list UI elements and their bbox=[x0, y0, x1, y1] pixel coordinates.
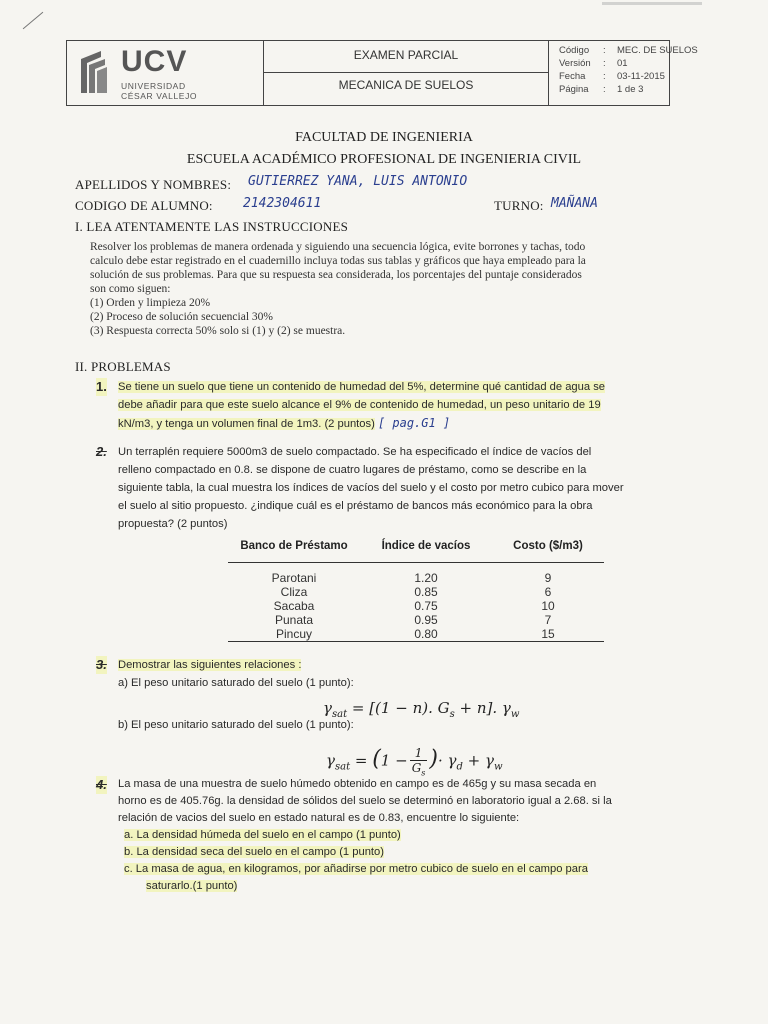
instructions-body: Resolver los problemas de manera ordenada y siguiendo una secuencia lógica, evite borrones y tachas, todo calculo debe estar registrado en el cuadernillo incluya todas sus tablas y gráficos que haya empleado para la solución de sus problemas. Para que su respuesta sea considerada, los porcentajes del puntaje considerados son como siguen: (1) Orden y limpieza 20% (2) Proceso de solución secuencial 30% (3) Respuesta correcta 50% solo si (1) y (2) se muestra. bbox=[90, 241, 586, 337]
logo-subtitle-1: UNIVERSIDAD bbox=[121, 81, 186, 91]
problem-3-b: b) El peso unitario saturado del suelo (1 punto): bbox=[118, 719, 354, 731]
instructions-heading: I. LEA ATENTAMENTE LAS INSTRUCCIONES bbox=[75, 219, 349, 234]
table-row: Cliza 0.85 6 bbox=[280, 584, 552, 599]
problem-2: 2. Un terraplén requiere 5000m3 de suelo compactado. Se ha especificado el índice de vacíos del relleno compactado en 0.8. se dispone de cuatro lugares de préstamo, como se describe en la siguiente tabla, la cual muestra los índices de vacíos del suelo y el costo por metro cubico para mover el suelo al sitio propuesto. ¿indique cuál es el préstamo de bancos más económico para la obra propuesta? (2 puntos) bbox=[96, 444, 624, 530]
meta-date: Fecha : 03-11-2015 bbox=[559, 71, 665, 82]
name-value: GUTIERREZ YANA, LUIS ANTONIO bbox=[248, 174, 468, 189]
problem-1: 1. Se tiene un suelo que tiene un contenido de humedad del 5%, determine qué cantidad de agua se debe añadir para que este suelo alcance el 9% de contenido de humedad, un peso unitario de 19 kN/m3, y tenga un volumen final de 1m3. (2 puntos) [ pag.G1 ] bbox=[96, 379, 606, 430]
logo-cell bbox=[67, 41, 264, 105]
problems-heading: II. PROBLEMAS bbox=[75, 359, 171, 374]
problem-3: 3. Demostrar las siguientes relaciones : a) El peso unitario saturado del suelo (1 punto): bbox=[96, 657, 354, 689]
table-header-row: Banco de Préstamo Índice de vacíos Costo ($/m3) bbox=[228, 538, 604, 563]
table-row: Punata 0.95 7 bbox=[274, 612, 552, 627]
bank-table bbox=[228, 538, 604, 642]
problem-3-number: 3. bbox=[96, 657, 107, 672]
faculty-title: FACULTAD DE INGENIERIA bbox=[295, 130, 473, 145]
exam-title: EXAMEN PARCIAL bbox=[353, 48, 459, 62]
scan-mark bbox=[23, 12, 44, 29]
code-value: 2142304611 bbox=[243, 196, 322, 211]
problem-4-number: 4. bbox=[96, 777, 107, 792]
table-row: Sacaba 0.75 10 bbox=[273, 598, 555, 613]
problem-1-number: 1. bbox=[96, 379, 107, 394]
name-label: APELLIDOS Y NOMBRES: bbox=[75, 177, 232, 192]
scan-mark-top bbox=[602, 2, 702, 5]
page-note: [ pag.G1 ] bbox=[377, 416, 451, 430]
bank-table-wrap bbox=[228, 538, 604, 642]
shift-label: TURNO: bbox=[494, 198, 544, 213]
ucv-logo-icon bbox=[79, 49, 109, 95]
meta-cell bbox=[549, 41, 698, 105]
formula-a: $\gamma_{sat} = [(1 - n)$. $G_s + n$]. $\gamma_w$ bbox=[323, 699, 520, 720]
logo-subtitle-2: CÉSAR VALLEJO bbox=[121, 91, 198, 101]
logo-text: UCV bbox=[121, 45, 188, 78]
course-title: MECANICA DE SUELOS bbox=[338, 78, 474, 92]
school-title: ESCUELA ACADÉMICO PROFESIONAL DE INGENIERIA CIVIL bbox=[186, 152, 582, 167]
meta-page: Página : 1 de 3 bbox=[559, 84, 644, 95]
table-row: Pincuy 0.80 15 bbox=[228, 627, 604, 642]
meta-code: Código : MEC. DE SUELOS bbox=[559, 45, 698, 56]
problem-4: 4. La masa de una muestra de suelo húmedo obtenido en campo es de 465g y su masa secada en horno es de 405.76g. la densidad de sólidos del suelo se determinó en laboratorio igual a 2.68. si la relación de vacios del suelo en estado natural es de 0.83, encuentre lo siguiente: a. La densidad húmeda del suelo en el campo (1 punto) b. La densidad seca del suelo en el campo (1 punto) c. La masa de agua, en kilogramos, por añadirse por metro cubico de suelo en el campo para saturarlo.(1 punto) bbox=[96, 777, 612, 892]
code-label: CODIGO DE ALUMNO: bbox=[75, 198, 213, 213]
shift-value: MAÑANA bbox=[551, 196, 598, 211]
meta-version: Versión : 01 bbox=[559, 58, 628, 69]
header-box bbox=[66, 40, 698, 106]
table-row: Parotani 1.20 9 bbox=[271, 570, 552, 585]
title-cell bbox=[264, 41, 549, 105]
formula-b: $\gamma_{sat} = (1$ − $\frac{1}{G_s}$ )· $\gamma_d + \gamma_w$ bbox=[326, 746, 503, 778]
problem-2-number: 2. bbox=[96, 444, 107, 459]
